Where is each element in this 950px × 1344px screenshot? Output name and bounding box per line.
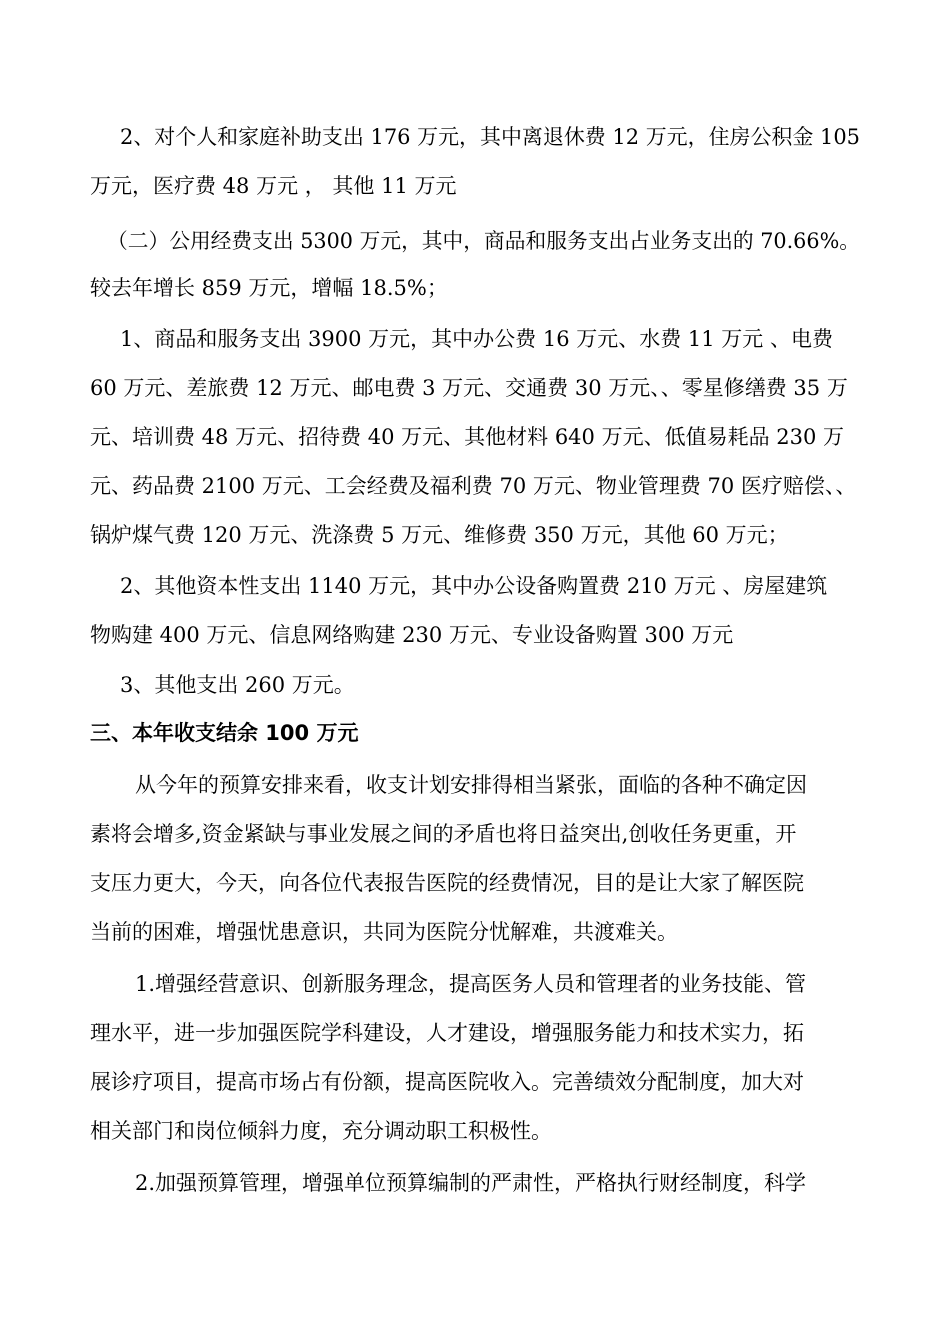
text-line: 从今年的预算安排来看，收支计划安排得相当紧张，面临的各种不确定因 [135,773,807,797]
text-line: 相关部门和岗位倾斜力度，充分调动职工积极性。 [90,1119,552,1143]
text-line: 2、对个人和家庭补助支出 176 万元，其中离退休费 12 万元，住房公积金 105 [120,125,860,149]
section-heading: 三、本年收支结余 100 万元 [90,721,359,745]
text-line: 物购建 400 万元、信息网络购建 230 万元、专业设备购置 300 万元 [90,623,734,647]
text-line: 60 万元、差旅费 12 万元、邮电费 3 万元、交通费 30 万元、、零星修缮费 35 万 [90,376,848,400]
text-line: 1.增强经营意识、创新服务理念，提高医务人员和管理者的业务技能、管 [135,972,807,996]
text-line: （二）公用经费支出 5300 万元，其中，商品和服务支出占业务支出的 70.66%。 [107,229,861,253]
text-line: 元、培训费 48 万元、招待费 40 万元、其他材料 640 万元、低值易耗品 230 万 [90,425,845,449]
text-line: 较去年增长 859 万元，增幅 18.5%； [90,276,448,300]
text-line: 2、其他资本性支出 1140 万元，其中办公设备购置费 210 万元 、房屋建筑 [120,574,828,598]
text-line: 元、药品费 2100 万元、工会经费及福利费 70 万元、物业管理费 70 医疗赔偿、、 [90,474,857,498]
text-line: 当前的困难，增强忧患意识，共同为医院分忧解难，共渡难关。 [90,920,678,944]
text-line: 万元，医疗费 48 万元 ， 其他 11 万元 [90,174,457,198]
text-line: 2.加强预算管理，增强单位预算编制的严肃性，严格执行财经制度，科学 [135,1171,807,1195]
text-line: 展诊疗项目，提高市场占有份额，提高医院收入。完善绩效分配制度，加大对 [90,1070,804,1094]
text-line: 锅炉煤气费 120 万元、洗涤费 5 万元、维修费 350 万元，其他 60 万元； [90,523,789,547]
text-line: 理水平，进一步加强医院学科建设，人才建设，增强服务能力和技术实力，拓 [90,1021,804,1045]
text-line: 支压力更大，今天，向各位代表报告医院的经费情况，目的是让大家了解医院 [90,871,804,895]
text-line: 素将会增多,资金紧缺与事业发展之间的矛盾也将日益突出,创收任务更重，开 [90,822,797,846]
text-line: 3、其他支出 260 万元。 [120,673,355,697]
text-line: 1、商品和服务支出 3900 万元，其中办公费 16 万元、水费 11 万元 、电费 [120,327,833,351]
